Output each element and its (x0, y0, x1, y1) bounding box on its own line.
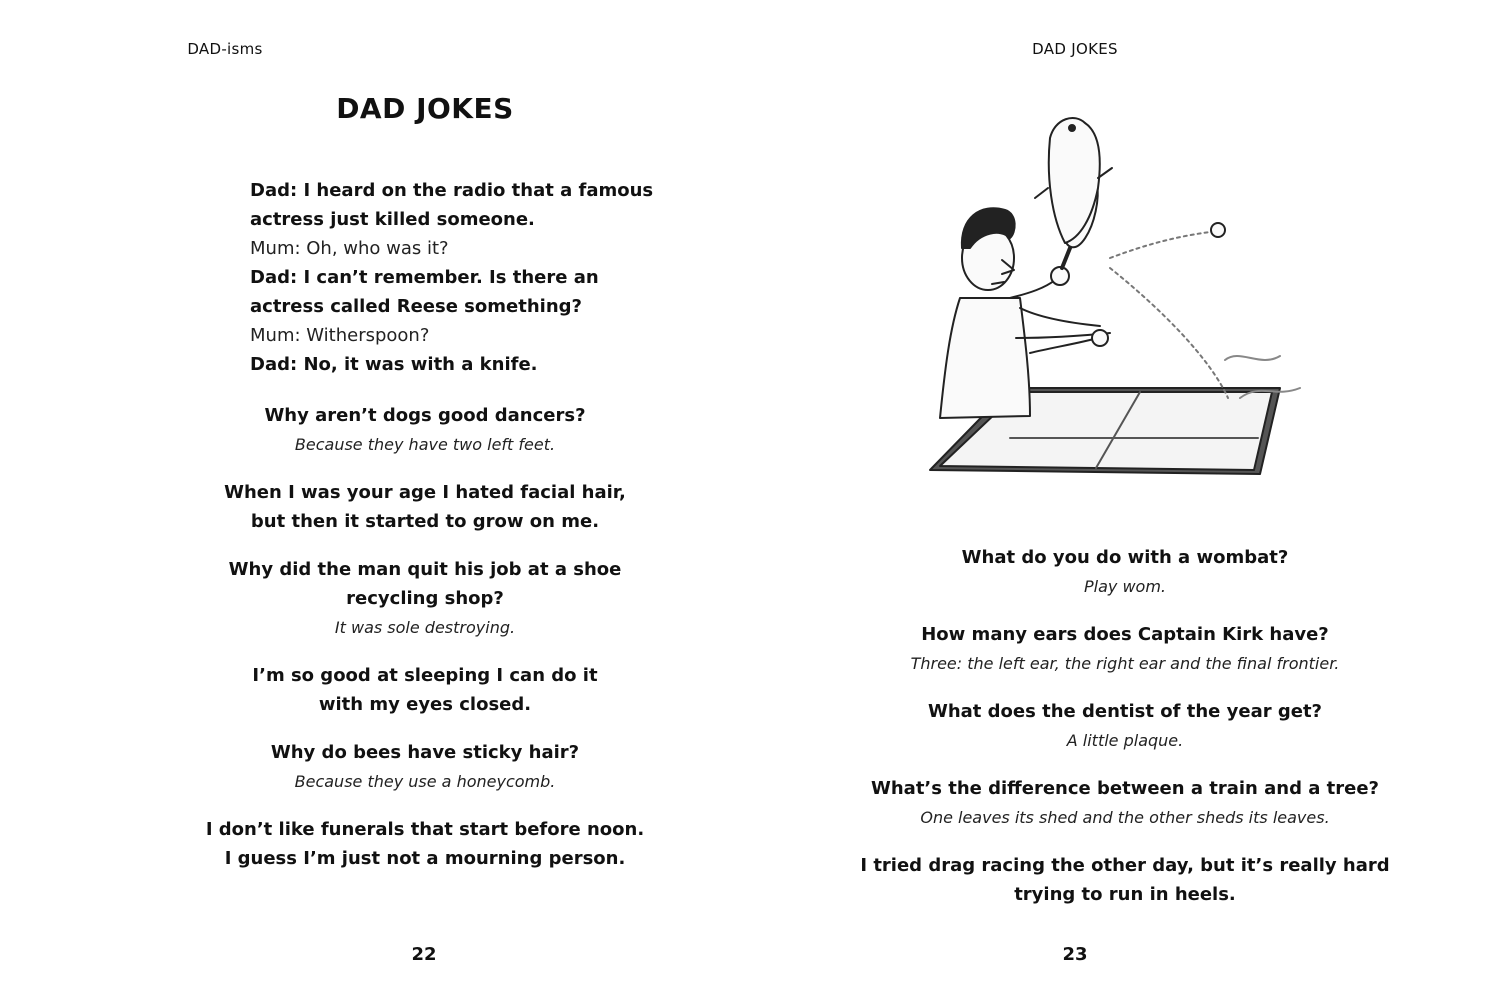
joke (200, 661, 650, 719)
joke (800, 543, 1450, 601)
joke-question: What’s the difference between a train and a tree? (871, 778, 1379, 799)
joke-question: I tried drag racing the other day, but it’s really hard (860, 855, 1390, 876)
joke-question: I’m so good at sleeping I can do it (252, 665, 598, 686)
dialogue-line: actress just killed someone. (250, 209, 535, 230)
joke (200, 815, 650, 873)
dialogue-line: Mum: Oh, who was it? (250, 238, 449, 259)
joke-answer: Play wom. (1084, 577, 1166, 596)
joke (200, 555, 650, 642)
page-number-left: 22 (411, 944, 437, 965)
joke-question: with my eyes closed. (318, 694, 532, 715)
joke-answer: Because they use a honeycomb. (294, 772, 556, 791)
joke-question: but then it started to grow on me. (250, 511, 600, 532)
joke-question: What does the dentist of the year get? (927, 701, 1322, 722)
joke-question: Why did the man quit his job at a shoe (228, 559, 622, 580)
joke (200, 478, 650, 536)
joke (800, 774, 1450, 832)
joke-question: When I was your age I hated facial hair, (224, 482, 626, 503)
right-page (750, 0, 1500, 1000)
joke-answer: Because they have two left feet. (294, 435, 556, 454)
joke-question: trying to run in heels. (1014, 884, 1236, 905)
jokes-list-right (800, 543, 1450, 928)
jokes-list-left (200, 401, 650, 892)
joke-question: Why do bees have sticky hair? (270, 742, 580, 763)
dialogue-block (250, 176, 670, 379)
joke-answer: A little plaque. (1066, 731, 1184, 750)
joke-answer: One leaves its shed and the other sheds its leaves. (920, 808, 1330, 827)
dialogue-line: Dad: I can’t remember. Is there an (250, 267, 599, 288)
joke-question: I don’t like funerals that start before noon. (205, 819, 645, 840)
joke (800, 697, 1450, 755)
joke (800, 620, 1450, 678)
joke-question: Why aren’t dogs good dancers? (264, 405, 586, 426)
page-title: DAD JOKES (336, 92, 514, 125)
joke-answer: It was sole destroying. (334, 618, 516, 637)
joke-answer: Three: the left ear, the right ear and the final frontier. (910, 654, 1340, 673)
wombat-table-tennis-illustration (780, 98, 1380, 513)
running-head-left: DAD-isms (187, 40, 263, 58)
joke-question: How many ears does Captain Kirk have? (921, 624, 1329, 645)
joke-question: I guess I’m just not a mourning person. (224, 848, 626, 869)
joke-question: recycling shop? (346, 588, 504, 609)
dialogue-line: actress called Reese something? (250, 296, 582, 317)
running-head-right: DAD JOKES (1032, 40, 1118, 58)
dialogue-line: Mum: Witherspoon? (250, 325, 430, 346)
page-number-right: 23 (1062, 944, 1088, 965)
joke (800, 851, 1450, 909)
joke (200, 401, 650, 459)
dialogue-line: Dad: No, it was with a knife. (250, 354, 538, 375)
dialogue-line: Dad: I heard on the radio that a famous (250, 180, 654, 201)
joke-question: What do you do with a wombat? (961, 547, 1289, 568)
joke (200, 738, 650, 796)
